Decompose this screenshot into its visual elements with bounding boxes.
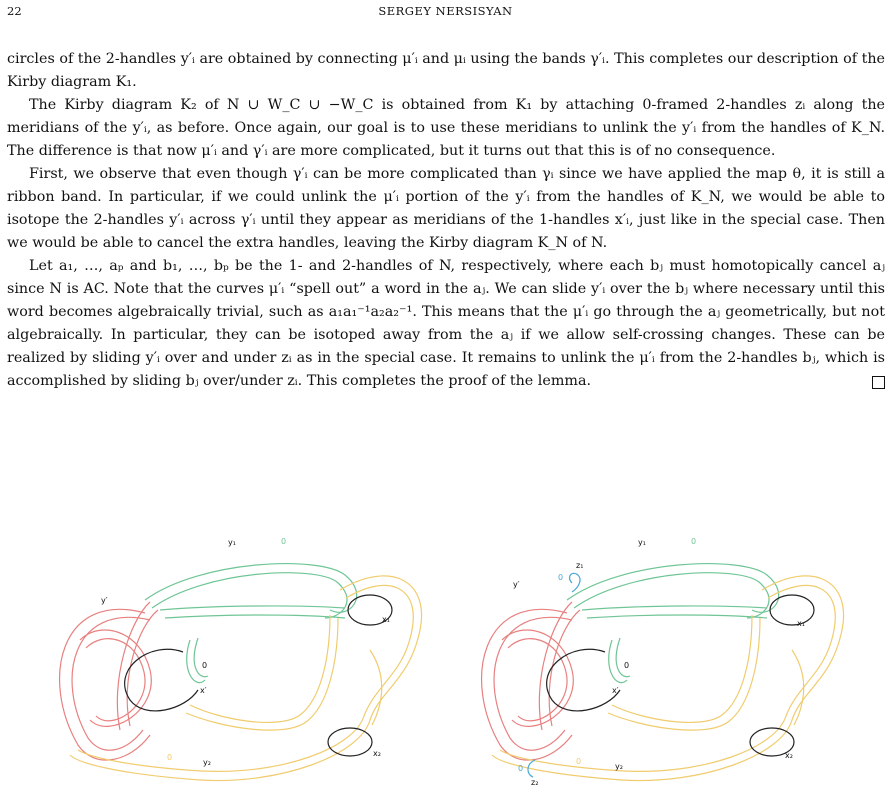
label-x-prime-frame: 0 <box>624 661 630 670</box>
label-x1: x₁ <box>797 619 805 628</box>
label-x2: x₂ <box>785 751 793 760</box>
black-one-handles <box>547 595 814 756</box>
body-text <box>7 48 885 393</box>
black-one-handles <box>125 595 392 756</box>
label-y-prime: y′ <box>513 580 520 589</box>
label-z1: z₁ <box>576 561 584 570</box>
label-y1: y₁ <box>228 538 236 547</box>
qed-symbol <box>872 376 885 389</box>
z1-curve <box>570 573 581 592</box>
label-x-prime: x′ <box>612 686 619 695</box>
dotted-circle-x1 <box>770 595 814 625</box>
red-handle-y-prime <box>60 602 158 760</box>
kirby-diagram-left <box>60 537 422 781</box>
label-x-prime: x′ <box>200 686 207 695</box>
label-x1: x₁ <box>382 615 390 624</box>
paragraph: First, we observe that even though γ′ᵢ can be more complicated than γᵢ since we have applied the map θ, it is still a ribbon band. In particular, if we could unlink the μ′ᵢ portion of the y′ᵢ from the handles of K_N, we would be able to isotope the 2-handles y′ᵢ across γ′ᵢ until they appear as meridians of the 1-handles x′ᵢ, just like in the special case. Then we would be able to cancel the extra handles, leaving the Kirby diagram K_N of N. <box>7 166 885 251</box>
paragraph: The Kirby diagram K₂ of N ∪ W_C ∪ −W_C is obtained from K₁ by attaching 0-framed 2-handles zᵢ along the meridians of the y′ᵢ, as before. Once again, our goal is to use these meridians to unlink the y′ᵢ from the handles of K_N. The difference is that now μ′ᵢ and γ′ᵢ are more complicated, but it turns out that this is of no consequence. <box>7 97 885 159</box>
label-x2: x₂ <box>373 749 381 758</box>
red-handle-y-prime <box>482 602 580 760</box>
kirby-diagrams-figure <box>0 530 891 797</box>
blue-handles-z <box>528 573 580 777</box>
paragraph-text: Let a₁, …, aₚ and b₁, …, bₚ be the 1- and 2-handles of N, respectively, where each bⱼ must homotopically cancel aⱼ since N is AC. Note that the curves μ′ᵢ “spell out” a word in the aⱼ. We can slide y′ᵢ over the bⱼ where necessary until this word becomes algebraically trivial, such as a₁a₁⁻¹a₂a₂⁻¹. This means that the μ′ᵢ go through the aⱼ geometrically, but not algebraically. In particular, they can be isotoped away from the aⱼ if we allow self-crossing changes. These can be realized by sliding y′ᵢ over and under zᵢ as in the special case. It remains to unlink the μ′ᵢ from the 2-handles bⱼ, which is accomplished by sliding bⱼ over/under zᵢ. This completes the proof of the lemma. <box>7 258 885 389</box>
kirby-diagram-right <box>482 537 844 787</box>
paragraph <box>7 255 885 393</box>
label-z1-frame: 0 <box>558 573 564 582</box>
label-z2-frame: 0 <box>518 764 524 773</box>
label-y2-frame: 0 <box>167 753 173 762</box>
running-title: SERGEY NERSISYAN <box>378 4 513 18</box>
label-y-prime: y′ <box>101 596 108 605</box>
label-x-prime-frame: 0 <box>202 661 208 670</box>
label-z2: z₂ <box>531 778 539 787</box>
paragraph: circles of the 2-handles y′ᵢ are obtained by connecting μ′ᵢ and μᵢ using the bands γ′ᵢ. This completes our description of the Kirby diagram K₁. <box>7 51 885 90</box>
label-y2-frame: 0 <box>576 757 582 766</box>
label-y2: y₂ <box>203 758 211 767</box>
label-y2: y₂ <box>615 762 623 771</box>
labels-left <box>101 537 390 767</box>
page-header <box>7 4 884 22</box>
dotted-circle-x2 <box>328 728 372 756</box>
label-y1-frame: 0 <box>281 537 287 546</box>
label-y1: y₁ <box>638 538 646 547</box>
page-number: 22 <box>7 4 22 18</box>
label-y1-frame: 0 <box>691 537 697 546</box>
